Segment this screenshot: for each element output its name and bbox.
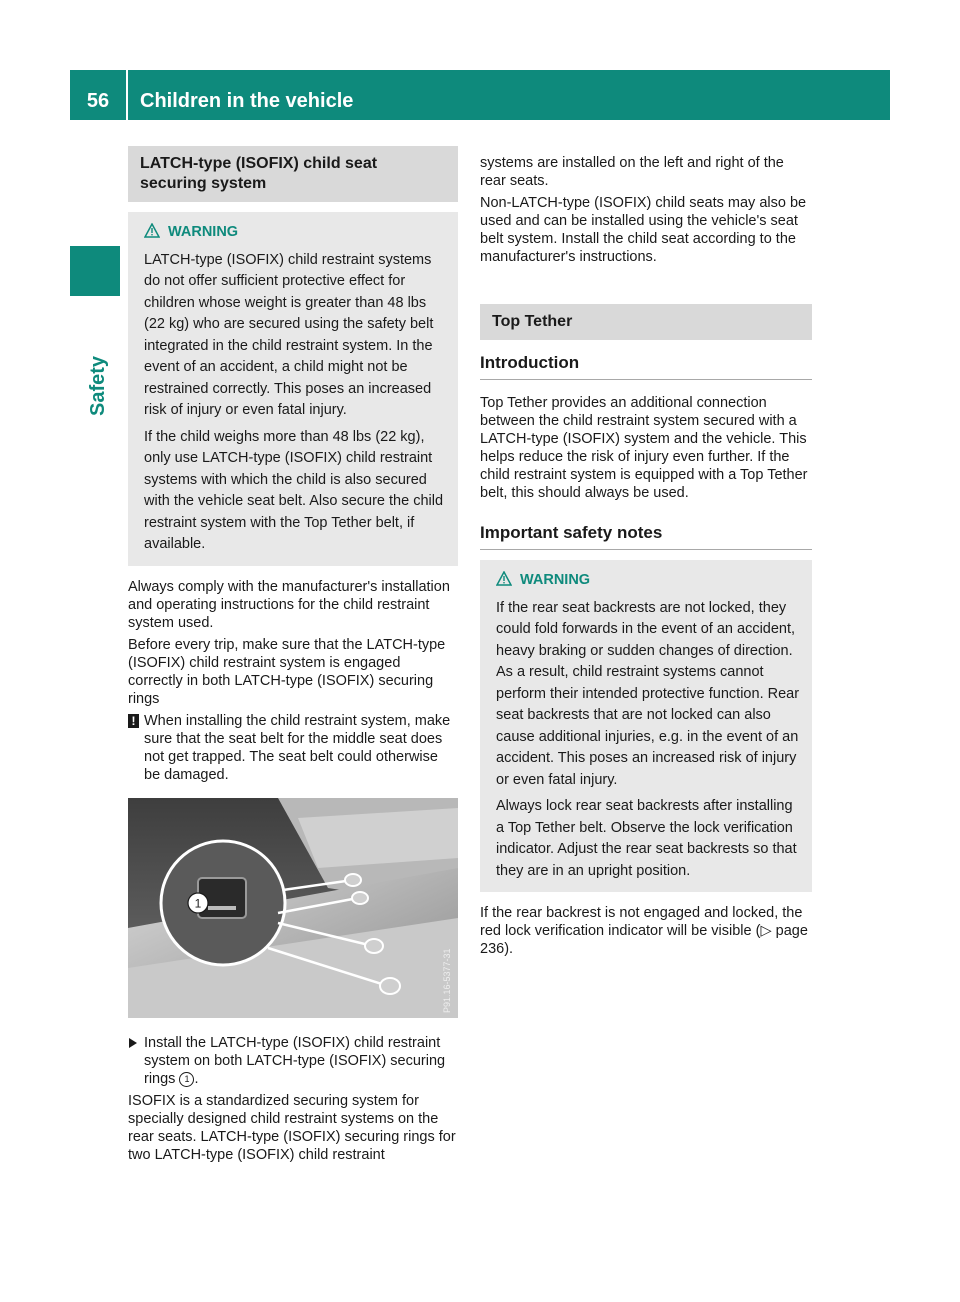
note-item: [128, 712, 458, 784]
figure-callout: 1: [194, 896, 202, 910]
body-text-end: ).: [504, 941, 514, 957]
callout-ref: 1: [179, 1072, 194, 1087]
warning-paragraph: LATCH-type (ISOFIX) child restraint systems do not offer sufficient protective effect for children whose weight is greater than 48 lbs (22 kg) who are secured using the safety belt integrated in the child restraint system. In the event of an accident, a child might not be restrained correctly. This poses an increased risk of injury or even fatal injury.: [144, 251, 434, 418]
step-item: [128, 1034, 458, 1088]
left-column: [128, 146, 458, 1168]
exclamation-icon: !: [128, 714, 139, 728]
warning-title: [144, 222, 450, 246]
body-paragraph: Before every trip, make sure that the LATCH-type (ISOFIX) child restraint system is engaged correctly in both LATCH-type (ISOFIX) securing rings: [128, 636, 446, 707]
subheading-introduction: Introduction: [480, 352, 812, 380]
chapter-title: Children in the vehicle: [140, 90, 354, 112]
body-paragraph: Non-LATCH-type (ISOFIX) child seats may also be used and can be installed using the vehicle's seat belt system. Install the child seat according to the manufacturer's instructions.: [480, 195, 807, 265]
section-heading-latch: LATCH-type (ISOFIX) child seat securing system: [128, 146, 458, 202]
right-column: [480, 154, 812, 962]
step-arrow-icon: [129, 1038, 137, 1048]
body-paragraph: ISOFIX is a standardized securing system for specially designed child restraint systems on the rear seats. LATCH-type (ISOFIX) securing rings for two LATCH-type (ISOFIX) child restraint: [128, 1092, 456, 1163]
body-paragraph: If the rear backrest is not engaged and locked, the red lock verification indicator will be visible (▷ page 236).: [480, 905, 808, 957]
note-text: When installing the child restraint system, make sure that the seat belt for the middle seat does not get trapped. The seat belt could otherwise be damaged.: [144, 712, 451, 783]
warning-paragraph: If the child weighs more than 48 lbs (22 kg), only use LATCH-type (ISOFIX) child restraint systems with which the child is also secured with the vehicle seat belt. Also secure the child restraint system with the Top Tether belt, if available.: [144, 428, 444, 552]
subheading-safety-notes: Important safety notes: [480, 522, 812, 550]
warning-title-text: WARNING: [168, 224, 239, 240]
section-heading-top-tether: Top Tether: [480, 304, 812, 340]
page-ref-arrow-icon: ▷: [760, 923, 772, 939]
warning-triangle-icon: [496, 571, 512, 594]
side-tab-label: Safety: [87, 355, 109, 416]
page-number: 56: [70, 70, 128, 120]
step-text: Install the LATCH-type (ISOFIX) child restraint system on both LATCH-type (ISOFIX) securing rings: [144, 1034, 446, 1087]
warning-paragraph: If the rear seat backrests are not locked, they could fold forwards in the event of an accident, heavy braking or sudden changes of direction. As a result, child restraint systems cannot perform their intended protective function. Rear seat backrests that are not locked can also cause additional injuries, e.g. in the event of an accident. This poses an increased risk of injury or even fatal injury.: [496, 599, 800, 788]
warning-paragraph: Always lock rear seat backrests after installing a Top Tether belt. Observe the lock verification indicator. Adjust the rear seat backrests so that they are in an upright position.: [496, 798, 797, 879]
warning-triangle-icon: [144, 223, 160, 246]
isofix-illustration: [128, 798, 458, 1018]
side-color-block: [70, 246, 120, 296]
warning-box-latch: [128, 212, 458, 566]
figure-code: P91.16-5377-31: [442, 947, 452, 1013]
body-paragraph: Top Tether provides an additional connection between the child restraint system secured with a LATCH-type (ISOFIX) system and the vehicle. This helps reduce the risk of injury even further. If the child restraint system is equipped with a Top Tether belt, this should always be used.: [480, 395, 808, 501]
step-end: .: [194, 1070, 199, 1087]
page-reference-link[interactable]: page 236: [480, 923, 808, 957]
body-paragraph: systems are installed on the left and right of the rear seats.: [480, 155, 784, 189]
body-text: If the rear backrest is not engaged and locked, the red lock verification indicator will be visible: [480, 905, 803, 939]
warning-title-text: WARNING: [520, 572, 591, 588]
body-paragraph: Always comply with the manufacturer's installation and operating instructions for the child restraint system used.: [128, 578, 450, 631]
warning-title: [496, 570, 804, 594]
warning-box-top-tether: [480, 560, 812, 892]
